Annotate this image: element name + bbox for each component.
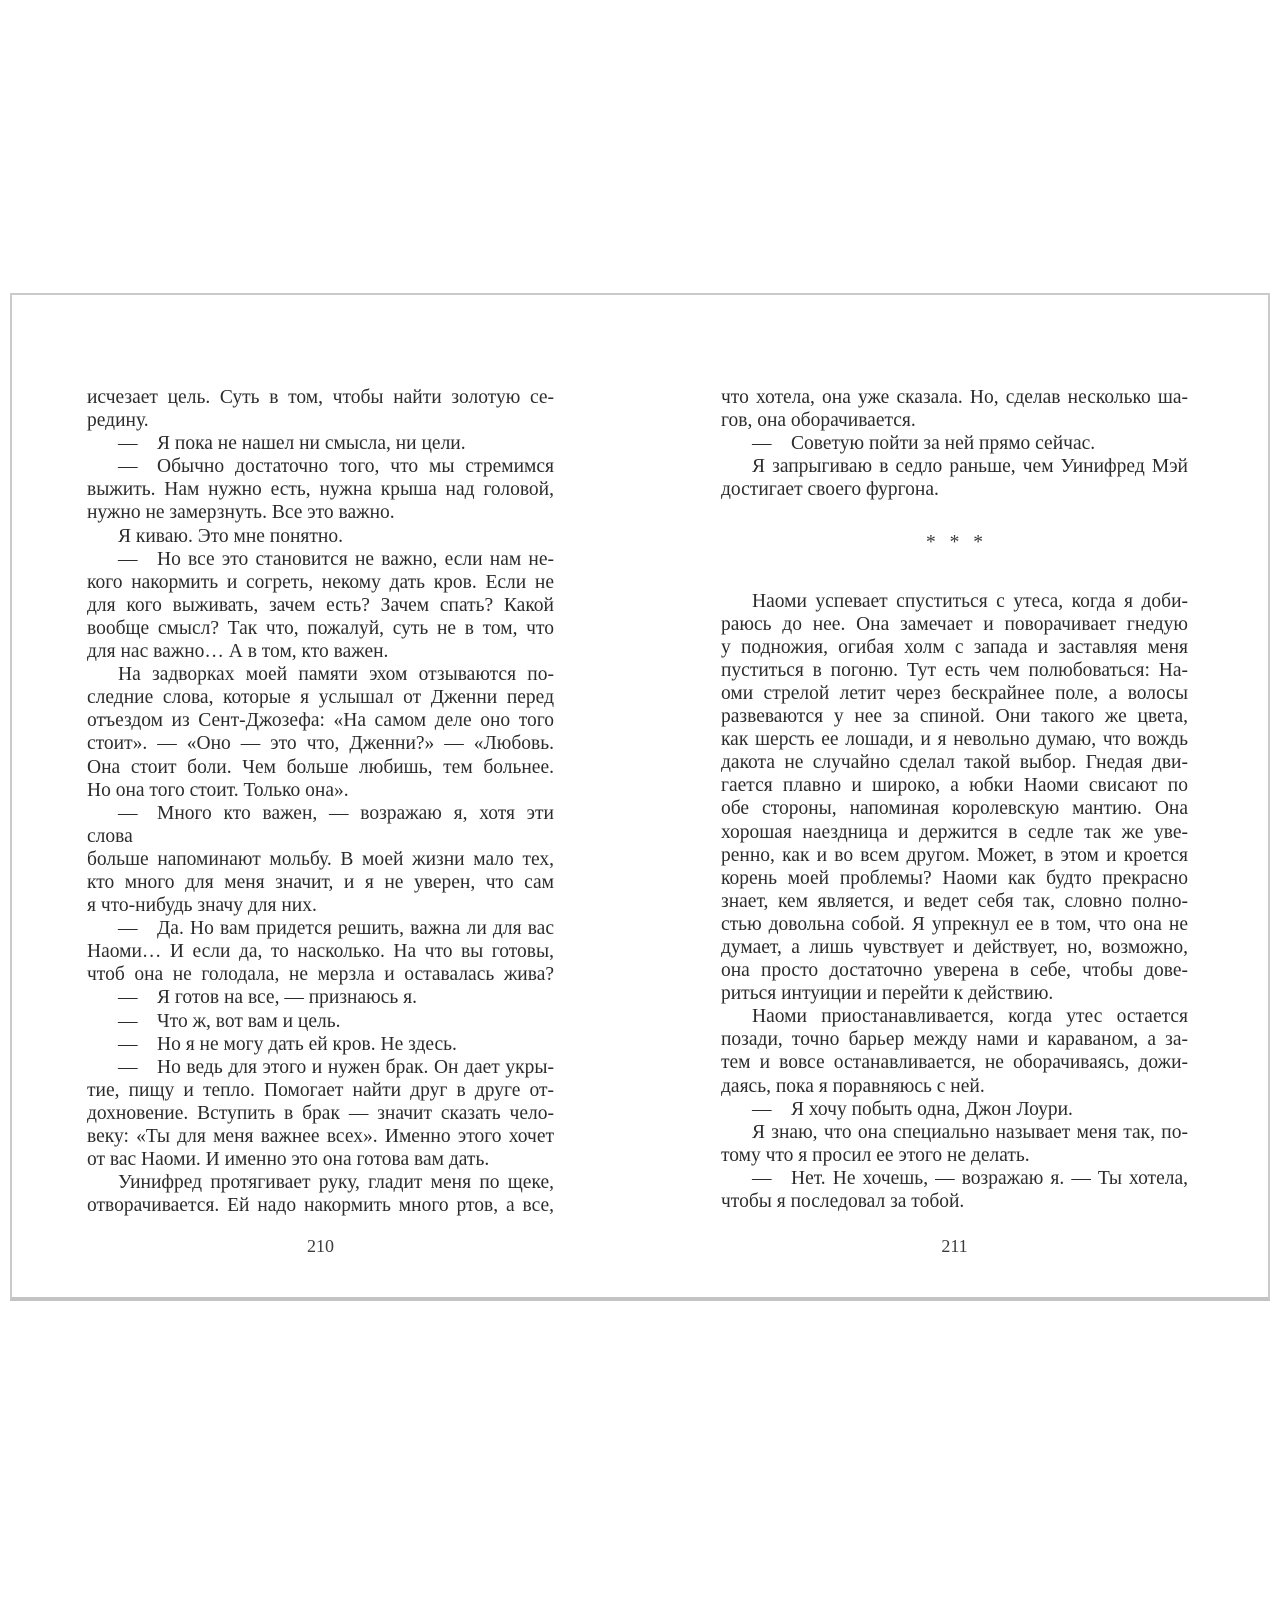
text-line: — Я готов на все, — признаюсь я. bbox=[118, 987, 417, 1009]
text-line: — Но ведь для этого и нужен брак. Он дает укры- bbox=[118, 1056, 554, 1078]
text-line: отъездом из Сент-Джозефа: «На самом деле оно того bbox=[87, 710, 554, 732]
text-line: тому что я просил ее этого не делать. bbox=[721, 1144, 1030, 1166]
text-line: она просто достаточно уверена в себе, чтобы дове- bbox=[721, 960, 1188, 982]
text-line: исчезает цель. Суть в том, чтобы найти золотую се- bbox=[87, 387, 554, 408]
text-line: — Что ж, вот вам и цель. bbox=[118, 1010, 341, 1032]
text-line: Наоми приостанавливается, когда утес остается bbox=[752, 1006, 1188, 1028]
text-line: даясь, пока я поравняюсь с ней. bbox=[721, 1075, 985, 1097]
text-line: риться интуиции и перейти к действию. bbox=[721, 983, 1054, 1005]
text-line: позади, точно барьер между нами и караваном, а за- bbox=[721, 1029, 1188, 1051]
text-line: — Я хочу побыть одна, Джон Лоури. bbox=[752, 1098, 1073, 1120]
text-line: Уинифред протягивает руку, гладит меня по щеке, bbox=[118, 1172, 554, 1194]
text-line: — Я пока не нашел ни смысла, ни цели. bbox=[118, 433, 466, 455]
text-line: отворачивается. Ей надо накормить много ртов, а все, bbox=[87, 1195, 554, 1217]
text-line: дакота не случайно сделал такой выбор. Гнедая дви- bbox=[721, 752, 1188, 774]
text-line: у подножия, огибая холм с запада и заставляя меня bbox=[721, 636, 1188, 658]
text-line: Наоми… И если да, то насколько. На что вы готовы, bbox=[87, 941, 554, 963]
text-line: обе стороны, напоминая королевскую мантию. Она bbox=[721, 798, 1188, 820]
text-line: Наоми успевает спуститься с утеса, когда я доби- bbox=[752, 590, 1188, 612]
text-line: оми стрелой летит через бескрайнее поле, а волосы bbox=[721, 682, 1188, 704]
text-line: я что-нибудь значу для них. bbox=[87, 895, 317, 917]
text-line: — Да. Но вам придется решить, важна ли для вас bbox=[118, 918, 554, 940]
text-line: — Но все это становится не важно, если нам не- bbox=[118, 548, 554, 570]
text-line: веку: «Ты для меня важнее всех». Именно этого хочет bbox=[87, 1126, 554, 1147]
text-line: для кого выживать, зачем есть? Зачем спать? Какой bbox=[87, 594, 554, 616]
text-line: развеваются у нее за спиной. Они такого же цвета, bbox=[721, 706, 1188, 728]
text-line: хорошая наездница и держится в седле так же уве- bbox=[721, 821, 1188, 843]
text-line: чтобы я последовал за тобой. bbox=[721, 1191, 965, 1212]
text-line: — Обычно достаточно того, что мы стремимся bbox=[118, 456, 554, 478]
text-line: — Много кто важен, — возражаю я, хотя эти слова bbox=[87, 802, 554, 847]
page-number-left: 210 bbox=[307, 1236, 334, 1256]
text-line: нужно не замерзнуть. Все это важно. bbox=[87, 502, 395, 524]
page-left-text bbox=[87, 386, 554, 1217]
text-line: тие, пищу и тепло. Помогает найти друг в друге от- bbox=[87, 1079, 554, 1101]
text-line: стоит». — «Оно — это что, Дженни?» — «Любовь. bbox=[87, 733, 554, 755]
text-line: редину. bbox=[87, 410, 149, 432]
text-line: чтоб она не голодала, не мерзла и оставалась жива? bbox=[87, 964, 554, 986]
text-line: думает, а лишь чувствует и действует, но, возможно, bbox=[721, 936, 1188, 958]
text-line: Я запрыгиваю в седло раньше, чем Уинифред Мэй bbox=[752, 456, 1188, 478]
text-line: стью довольна собой. Я упрекнул ее в том, что она не bbox=[721, 913, 1188, 935]
text-line: достигает своего фургона. bbox=[721, 479, 939, 501]
page-right-text bbox=[721, 386, 1188, 1213]
text-line: Но она того стоит. Только она». bbox=[87, 779, 349, 801]
text-line: корень моей проблемы? Наоми как будто прекрасно bbox=[721, 867, 1188, 889]
text-line: выжить. Нам нужно есть, нужна крыша над головой, bbox=[87, 479, 554, 501]
text-line: Я киваю. Это мне понятно. bbox=[118, 525, 343, 547]
text-line: что хотела, она уже сказала. Но, сделав несколько ша- bbox=[721, 387, 1188, 408]
text-line: как шерсть ее лошади, и я невольно думаю, что вождь bbox=[721, 729, 1188, 751]
text-line: гов, она оборачивается. bbox=[721, 410, 916, 432]
text-line: больше напоминают мольбу. В моей жизни мало тех, bbox=[87, 848, 554, 870]
text-line: гается плавно и широко, а юбки Наоми свисают по bbox=[721, 775, 1188, 797]
section-separator: * * * bbox=[926, 532, 983, 554]
text-line: — Нет. Не хочешь, — возражаю я. — Ты хотела, bbox=[752, 1167, 1188, 1189]
text-line: — Советую пойти за ней прямо сейчас. bbox=[752, 433, 1096, 455]
book-spread bbox=[10, 293, 1270, 1301]
text-line: Она стоит боли. Чем больше любишь, тем больнее. bbox=[87, 756, 554, 778]
text-line: для нас важно… А в том, кто важен. bbox=[87, 641, 389, 663]
text-line: — Но я не могу дать ей кров. Не здесь. bbox=[118, 1033, 457, 1055]
text-line: следние слова, которые я услышал от Дженни перед bbox=[87, 687, 554, 709]
text-line: Я знаю, что она специально называет меня так, по- bbox=[752, 1121, 1188, 1143]
text-line: дохновение. Вступить в брак — значит сказать чело- bbox=[87, 1102, 554, 1124]
text-line: На задворках моей памяти эхом отзываются по- bbox=[118, 664, 554, 686]
page-number-right: 211 bbox=[941, 1236, 968, 1256]
text-line: кого накормить и согреть, некому дать кров. Если не bbox=[87, 571, 554, 593]
text-line: вообще смысл? Так что, пожалуй, суть не в том, что bbox=[87, 617, 554, 639]
text-line: кто много для меня значит, и я не уверен, что сам bbox=[87, 871, 554, 893]
text-line: пуститься в погоню. Тут есть чем полюбоваться: На- bbox=[721, 659, 1188, 681]
text-line: тем и вовсе останавливается, не оборачиваясь, дожи- bbox=[721, 1052, 1188, 1074]
text-line: ренно, как и во всем другом. Может, в этом и кроется bbox=[721, 844, 1188, 866]
text-line: раюсь до нее. Она замечает и поворачивает гнедую bbox=[721, 613, 1188, 635]
text-line: от вас Наоми. И именно это она готова вам дать. bbox=[87, 1149, 490, 1171]
text-line: знает, кем является, и ведет себя так, словно полно- bbox=[721, 890, 1188, 912]
